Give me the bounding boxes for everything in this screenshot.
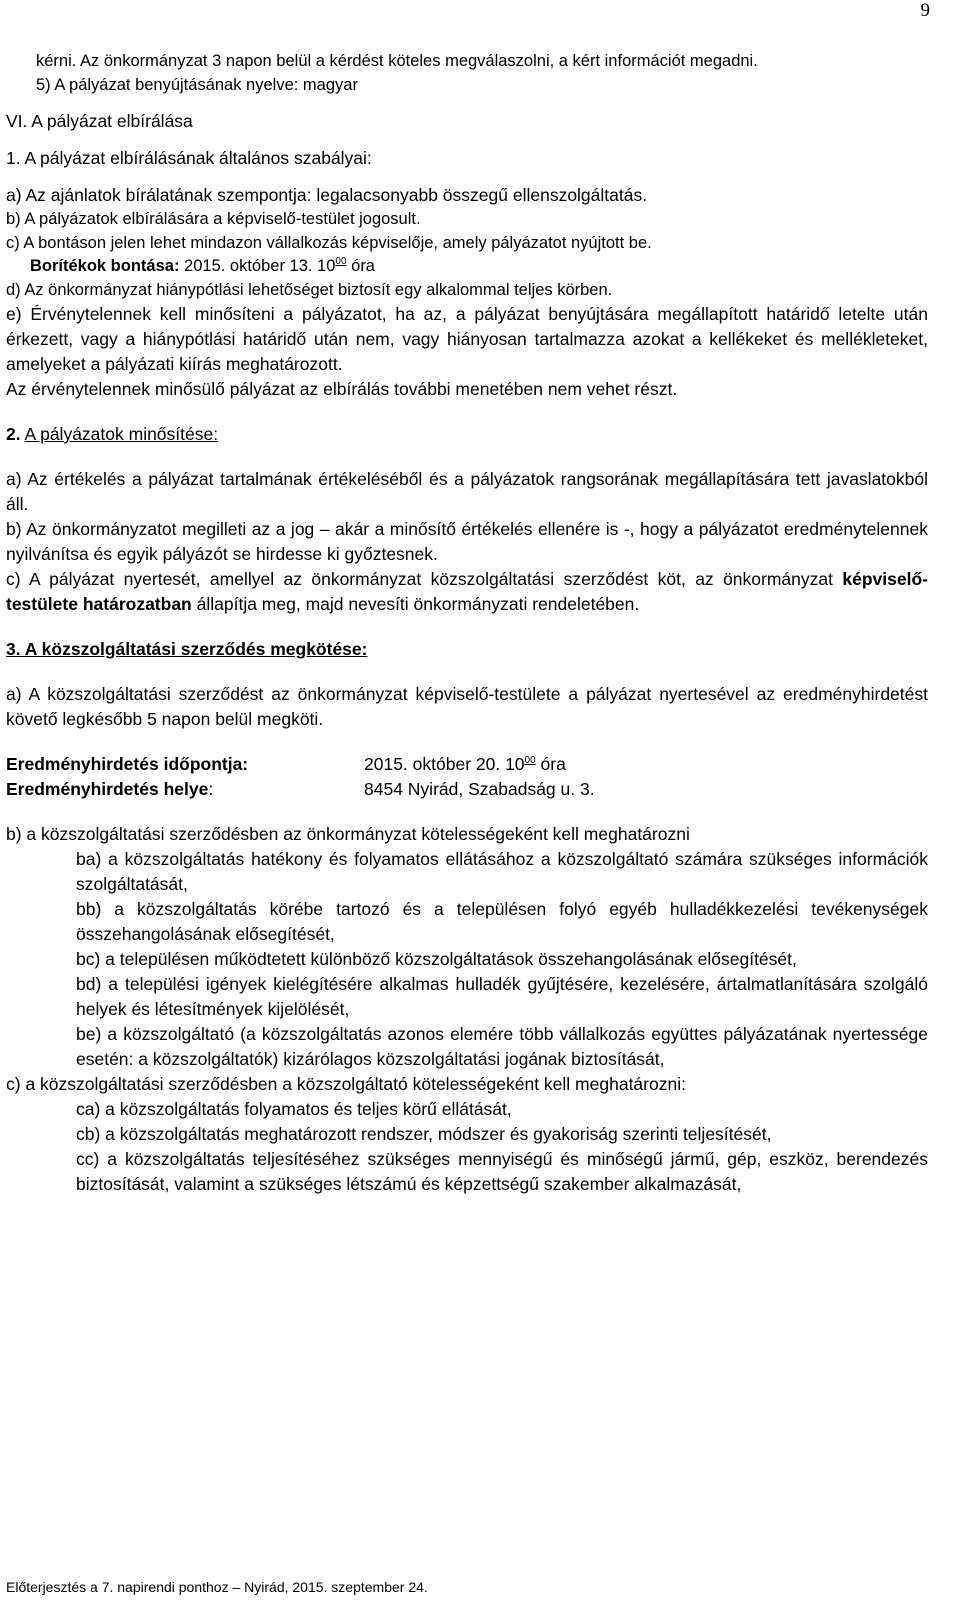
item-2c-text-1: c) A pályázat nyertesét, amellyel az önkormányzat közszolgáltatási szerződést köt, az önkormányzat: [6, 569, 833, 589]
item-2c-text-2: állapítja meg, majd nevesíti önkormányzati rendeletében.: [196, 594, 640, 614]
item-1c: c) A bontáson jelen lehet mindazon vállalkozás képviselője, amely pályázatot nyújtott be.: [6, 233, 652, 252]
item-3be: be) a közszolgáltató (a közszolgáltatás azonos elemére több vállalkozás együttes pályázatának nyertessége esetén: a közszolgáltatók) kizárólagos közszolgáltatási jogának biztosítását,: [76, 1024, 928, 1069]
paragraph-info: kérni. Az önkormányzat 3 napon belül a kérdést köteles megválaszolni, a kért információt megadni.: [36, 52, 758, 70]
item-2c: [6, 567, 928, 617]
results-place-row: [6, 777, 928, 802]
subsection-heading-1: 1. A pályázat elbírálásának általános szabályai:: [6, 148, 372, 168]
item-3cc: cc) a közszolgáltatás teljesítéséhez szükséges mennyiségű és minőségű jármű, gép, eszköz, berendezés biztosítását, valamint a szükséges létszámú és képzettségű szakember alkalmazását,: [76, 1149, 928, 1194]
results-block: [6, 752, 928, 802]
opening-date: [6, 255, 928, 279]
item-3c: c) a közszolgáltatási szerződésben a közszolgáltató kötelességeként kell meghatározni:: [6, 1074, 686, 1094]
heading-3-title: 3. A közszolgáltatási szerződés megkötése:: [6, 639, 368, 659]
results-place-label: Eredményhirdetés helye:: [6, 779, 214, 799]
item-1a: a) Az ajánlatok bírálatának szempontja: legalacsonyabb összegű ellenszolgáltatás.: [6, 185, 648, 205]
results-time-label: Eredményhirdetés időpontja:: [6, 754, 249, 774]
item-3a: a) A közszolgáltatási szerződést az önkormányzat képviselő-testülete a pályázat nyertesével az eredményhirdetést követő legkésőbb 5 napon belül megköti.: [6, 684, 928, 729]
document-body: [6, 50, 928, 1197]
results-time-row: [6, 752, 928, 777]
item-1e: e) Érvénytelennek kell minősíteni a pályázatot, ha az, a pályázat benyújtására megállapított határidő letelte után érkezett, vagy a hiánypótlási határidő után nem, vagy hiányosan tartalmazza azokat a kellékeket és mellékleteket, amelyeket a pályázati kiírás meghatározott.: [6, 304, 928, 374]
opening-time-sup: 00: [335, 256, 347, 267]
item-1d: d) Az önkormányzat hiánypótlási lehetőséget biztosít egy alkalommal teljes körben.: [6, 280, 613, 299]
item-2a: a) Az értékelés a pályázat tartalmának értékeléséből és a pályázatok rangsorának megállapítására tett javaslatokból áll.: [6, 469, 928, 514]
item-3bb: bb) a közszolgáltatás körébe tartozó és a településen folyó egyéb hulladékkezelési tevékenységek összehangolásának elősegítését,: [76, 899, 928, 944]
item-2c-bold-2: határozatban: [82, 594, 192, 614]
opening-date-value: 2015. október 13. 10: [184, 257, 336, 275]
item-1b: b) A pályázatok elbírálására a képviselő-testület jogosult.: [6, 210, 421, 228]
item-1e-cont: Az érvénytelennek minősülő pályázat az elbírálás további menetében nem vehet részt.: [6, 379, 678, 399]
results-time-value: 2015. október 20. $10^{00}$ óra: [364, 754, 566, 774]
item-2b: b) Az önkormányzatot megilleti az a jog – akár a minősítő értékelés ellenére is -, hogy a pályázatot eredménytelennek nyilvánítsa és egyik pályázót se hirdesse ki győztesnek.: [6, 519, 928, 564]
heading-2-title: A pályázatok minősítése:: [24, 424, 219, 444]
subsection-heading-2: [6, 422, 928, 447]
item-3bd: bd) a települési igények kielégítésére alkalmas hulladék gyűjtésére, kezelésére, ártalmatlanítására szolgáló helyek és létesítmények kijelölését,: [76, 974, 928, 1019]
page-number: 9: [920, 0, 930, 21]
item-3cb: cb) a közszolgáltatás meghatározott rendszer, módszer és gyakoriság szerinti teljesítését,: [76, 1124, 772, 1144]
section-heading-vi: VI. A pályázat elbírálása: [6, 111, 193, 131]
opening-hour-word: óra: [351, 257, 375, 275]
item-3bc: bc) a településen működtetett különböző közszolgáltatások összehangolásának elősegítését,: [76, 949, 797, 969]
results-place-value: 8454 Nyirád, Szabadság u. 3.: [364, 779, 595, 799]
heading-2-number: 2.: [6, 424, 21, 444]
paragraph-language: 5) A pályázat benyújtásának nyelve: magyar: [36, 75, 358, 94]
item-3b: b) a közszolgáltatási szerződésben az önkormányzat kötelességeként kell meghatározni: [6, 824, 690, 844]
item-2c-bold-1: képviselő-testülete: [6, 569, 928, 614]
page-footer: Előterjesztés a 7. napirendi ponthoz – Nyirád, 2015. szeptember 24.: [6, 1579, 428, 1595]
opening-label: Borítékok bontása:: [30, 257, 180, 275]
item-3ba: ba) a közszolgáltatás hatékony és folyamatos ellátásához a közszolgáltató számára szükséges információk szolgáltatását,: [76, 849, 928, 894]
item-3ca: ca) a közszolgáltatás folyamatos és teljes körű ellátását,: [76, 1099, 512, 1119]
subsection-heading-3: [6, 637, 928, 662]
